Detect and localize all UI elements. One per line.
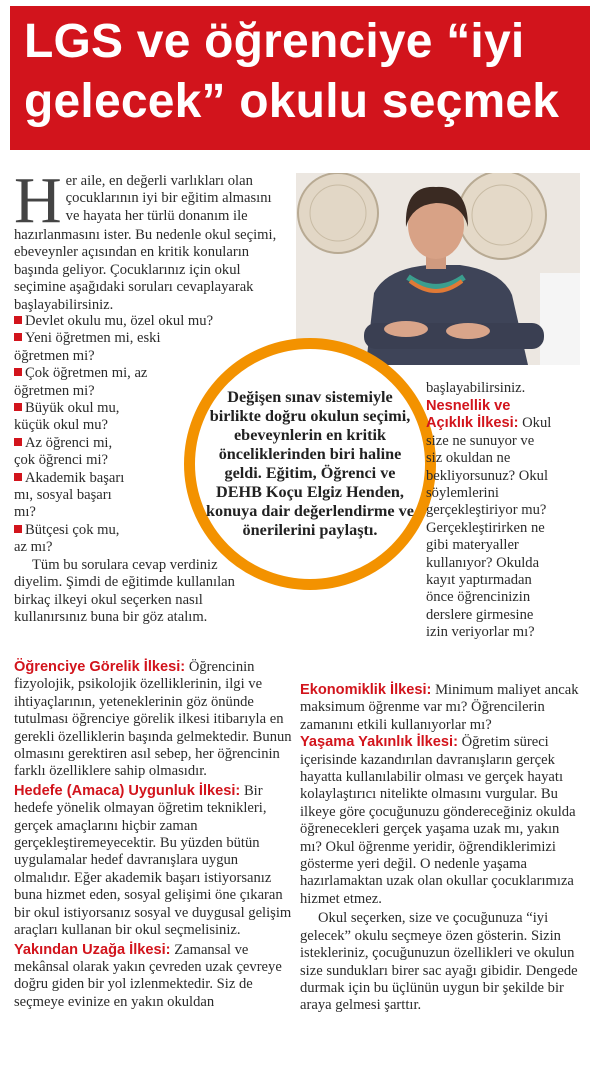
question-item: Az öğrenci mi, çok öğrenci mi? (14, 434, 113, 469)
intro-line-3: ve hayata her türlü donanım ile (65, 207, 248, 224)
after-questions: Tüm bu sorulara cevap verdiniz diyelim. Şimdi de eğitimde kullanılan birkaç ilkeyi okul seçerken nasıl kullanırsınız buna bir göz atalım. (14, 557, 235, 626)
bullet-square-icon (14, 525, 22, 533)
question-item: Devlet okulu mu, özel okul mu? (14, 313, 254, 330)
question-item: Yeni öğretmen mi, eski öğretmen mi? (14, 330, 161, 364)
portrait-illustration (296, 173, 580, 365)
principle-near: Yakından Uzağa İlkesi: Zamansal ve mekânsal olarak yakın çevreden uzak çevreye doğru giden bir yol izlenmektedir. Siz de seçmeye evinize en yakın okuldan (14, 941, 282, 1010)
principle-life: Yaşama Yakınlık İlkesi: Öğretim süreci içerisinde kazandırılan davranışların gerçek hayatta kullanılabilir olması ve gerçek hayatı kolaylaştırıcı nitelikte olmasını vurgular. Bu ilkeye göre çocuğunuzu göndereceğiniz okulda öğrenecekleri gerçek yaşama uzak mı, yakın mı? Okul öğrenme yeridir, öğrendiklerimizi gösterme yeri değil. O nedenle yaşama hazırlamaktan uzak olan okullar çocuklarımıza hizmet etmez. (300, 734, 576, 907)
question-item: Çok öğretmen mi, az öğretmen mi? (14, 365, 148, 399)
principle-title: Nesnellik ve Açıklık İlkesi: (426, 398, 519, 432)
pull-quote-circle (184, 338, 436, 590)
question-item: Bütçesi çok mu, az mı? (14, 521, 120, 556)
headline-banner (10, 6, 590, 150)
dropcap: H (14, 164, 62, 237)
principle-economy: Ekonomiklik İlkesi: Minimum maliyet ancak maksimum öğrenme var mı? Öğrencilerin zamanını etkili kullanıyorlar mı? (300, 682, 579, 733)
question-item: Büyük okul mu, küçük okul mu? (14, 400, 120, 434)
principle-relativity: Öğrenciye Görelik İlkesi: Öğrencinin fizyolojik, psikolojik özelliklerinin, ilgi ve ihtiyaçlarının, yeteneklerinin göz önünde tutulması öğrenciye görelik ilkesi itibarıyla en gerekli özelliklerin başında gelmektedir. Bunun olmasını gerektiren asıl sebep, her öğrencinin farklı özelliklere sahip olmasıdır. (14, 659, 292, 780)
intro-section (14, 164, 286, 314)
intro-line-1: er aile, en değerli varlıkları olan (65, 173, 253, 189)
bullet-square-icon (14, 368, 22, 376)
near-continuation: başlayabilirsiniz. (426, 380, 526, 396)
closing-paragraph: Okul seçerken, size ve çocuğunuza “iyi gelecek” okulu seçmeye özen gösterin. Sizin istekleriniz, çocuğunuzun özellikleri ve okulun size sundukları birer sac ayağı gibidir. Dengede durmak için bu üçlünün uygun bir şekilde bir araya gelmesi şarttır. (300, 910, 578, 1014)
question-item: Akademik başarı mı, sosyal başarı mı? (14, 469, 125, 521)
principles-right (300, 682, 580, 1015)
bullet-square-icon (14, 403, 22, 411)
principle-title: Hedefe (Amaca) Uygunluk İlkesi: (14, 782, 241, 799)
principle-goal: Hedefe (Amaca) Uygunluk İlkesi: Bir hedefe yönelik olmayan öğretim teknikleri, gerçek amaçlarını hiçbir zaman gerçekleştiremeyecektir. Bu yüzden bütün uygulamalar hedef davranışlara uygun olmalıdır. Eğer akademik başarı istiyorsanız buna hizmet eden, sosyal gelişimi öne çıkaran bir okul istiyorsanız sosyal ve duygusal gelişim araçları kullanan bir okul seçmelisiniz. (14, 782, 292, 939)
principle-objectivity: Nesnellik ve Açıklık İlkesi: Okul size ne sunuyor ve siz okuldan ne bekliyorsunuz? Okul söylemlerini gerçekleştiriyor mu? Gerçekleştirirken ne gibi materyaller kullanıyor? Okulda kayıt yaptırmadan önce öğrencinizin derslere girmesine izin veriyorlar mı? (426, 398, 552, 641)
bullet-square-icon (14, 438, 22, 446)
principles-left (14, 659, 294, 1011)
intro-line-2: çocuklarının iyi bir eğitim almasını (65, 190, 272, 207)
bullet-square-icon (14, 333, 22, 341)
principle-title: Ekonomiklik İlkesi: (300, 682, 432, 698)
intro-rest: hazırlanmasını ister. Bu nedenle okul seçimi, ebeveynler açısından en kritik konuların başında geliyor. Çocuklarınız için okul seçimine aşağıdaki soruları cevaplayarak başlayabilirsiniz. (14, 227, 277, 313)
bullet-square-icon (14, 316, 22, 324)
principle-title: Yaşama Yakınlık İlkesi: (300, 734, 458, 751)
pull-quote-text: Değişen sınav sistemiyle birlikte doğru okulun seçimi, ebeveynlerin en kritik önceliklerinden biri haline geldi. Eğitim, Öğrenci ve DEHB Koçu Elgiz Henden, konuya dair değerlendirme ve önerilerini paylaştı. (206, 388, 414, 539)
portrait-photo (296, 173, 580, 365)
bullet-square-icon (14, 473, 22, 481)
principle-title: Yakından Uzağa İlkesi: (14, 941, 171, 958)
headline: LGS ve öğrenciye “iyi gelecek” okulu seçmek (24, 15, 560, 128)
principle-title: Öğrenciye Görelik İlkesi: (14, 659, 186, 675)
